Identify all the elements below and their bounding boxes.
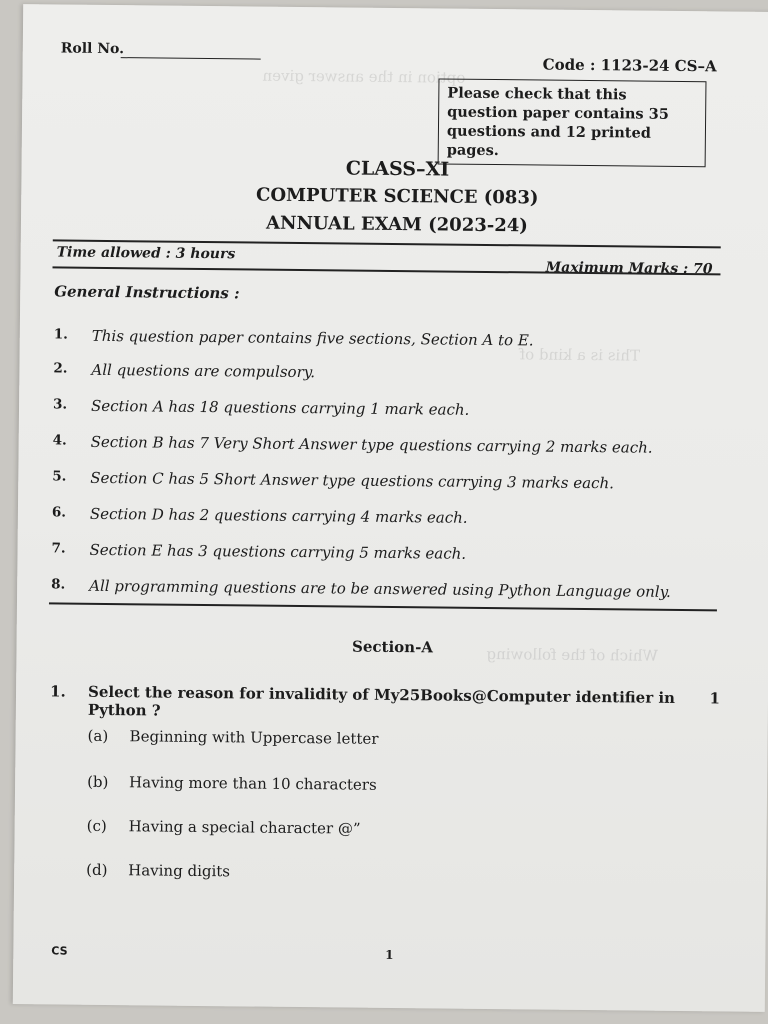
instruction-text: Section A has 18 questions carrying 1 mark each. xyxy=(90,396,470,419)
instruction-item xyxy=(52,432,713,457)
instruction-item xyxy=(52,396,713,419)
roll-number-line xyxy=(121,57,261,59)
instruction-text: Section E has 3 questions carrying 5 marks each. xyxy=(89,540,467,563)
option-label: (c) xyxy=(86,816,107,836)
instruction-item xyxy=(53,326,714,350)
option-label: (a) xyxy=(87,726,109,746)
page-count-notice: Please check that this question paper contains 35 questions and 12 printed pages. xyxy=(438,78,707,167)
instruction-text: This question paper contains five sections, Section A to E. xyxy=(91,326,534,350)
instruction-number: 3. xyxy=(52,396,68,413)
bleed-through-text: Which of the following xyxy=(486,644,659,665)
instruction-number: 6. xyxy=(51,504,67,521)
instruction-text: Section C has 5 Short Answer type questions carrying 3 marks each. xyxy=(90,468,615,493)
instruction-number: 5. xyxy=(52,468,67,485)
option-label: (b) xyxy=(87,772,109,792)
option-text: Beginning with Uppercase letter xyxy=(129,727,379,748)
option-text: Having more than 10 characters xyxy=(129,773,377,794)
bleed-through-text: option in the answer given xyxy=(262,66,466,87)
question-1 xyxy=(49,682,721,720)
instruction-item xyxy=(51,504,712,527)
instruction-number: 7. xyxy=(51,540,66,557)
roll-number-label: Roll No. xyxy=(60,40,125,58)
page-number: 1 xyxy=(385,947,394,963)
instruction-number: 4. xyxy=(52,432,67,449)
instruction-text: All questions are compulsory. xyxy=(91,360,316,382)
instruction-item xyxy=(51,576,711,601)
instruction-number: 2. xyxy=(53,360,68,377)
option-text: Having a special character @” xyxy=(128,817,361,838)
instruction-text: All programming questions are to be answered using Python Language only. xyxy=(89,576,671,601)
question-paper-page xyxy=(13,4,768,1012)
time-allowed: Time allowed : 3 hours xyxy=(56,244,236,263)
question-marks: 1 xyxy=(709,689,721,708)
class-title: CLASS–XI xyxy=(345,157,450,181)
paper-code: Code : 1123-24 CS–A xyxy=(542,55,717,76)
question-number: 1. xyxy=(49,682,66,701)
section-title: Section-A xyxy=(351,637,434,657)
footer-subject-code: CS xyxy=(51,944,68,958)
exam-title: ANNUAL EXAM (2023-24) xyxy=(265,212,528,237)
instruction-number: 1. xyxy=(53,326,68,343)
instruction-item xyxy=(51,540,712,563)
instruction-text: Section D has 2 questions carrying 4 marks each. xyxy=(89,504,468,527)
bleed-through-text: This is a kind of xyxy=(519,345,641,365)
instruction-item xyxy=(52,468,712,493)
question-text: Select the reason for invalidity of My25Books@Computer identifier in Python ? xyxy=(87,682,676,720)
divider xyxy=(49,602,717,611)
maximum-marks: Maximum Marks : 70 xyxy=(545,259,713,278)
instructions-heading: General Instructions : xyxy=(54,282,240,303)
subject-title: COMPUTER SCIENCE (083) xyxy=(255,184,539,209)
instruction-text: Section B has 7 Very Short Answer type questions carrying 2 marks each. xyxy=(90,432,653,457)
option-text: Having digits xyxy=(128,861,231,881)
instruction-number: 8. xyxy=(51,576,66,593)
option-label: (d) xyxy=(86,860,108,880)
